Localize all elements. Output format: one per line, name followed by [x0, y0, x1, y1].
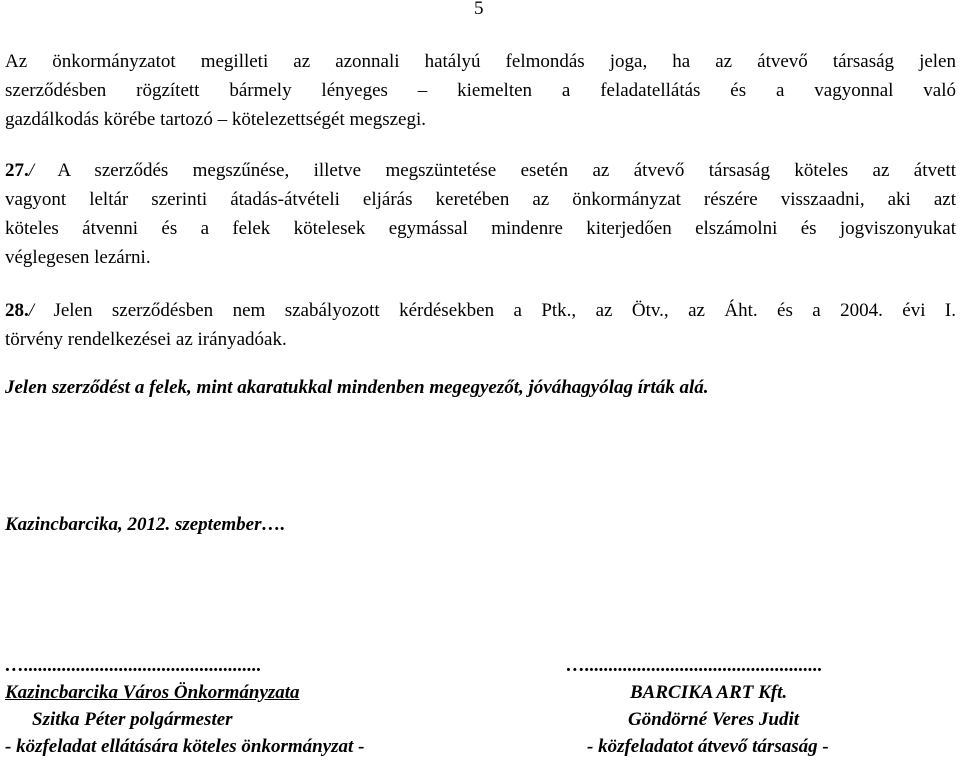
paragraph-section-28 [5, 296, 956, 354]
section-slash: / [28, 300, 35, 321]
signature-name: Göndörné Veres Judit [628, 709, 800, 730]
page-number: 5 [474, 0, 484, 19]
paragraph-line [5, 296, 956, 325]
section-number: 27. [5, 160, 29, 181]
paragraph-line: köteles átvenni és a felek kötelesek egymással mindenre kiterjedően elszámolni és jogviszonyukat [5, 218, 956, 239]
signature-left [5, 652, 364, 760]
signature-name: Szitka Péter polgármester [32, 709, 233, 730]
paragraph-section-27 [5, 156, 956, 272]
closing-statement: Jelen szerződést a felek, mint akaratukkal mindenben megegyezőt, jóváhagyólag írták alá. [5, 377, 709, 398]
place-and-date: Kazincbarcika, 2012. szeptember…. [5, 514, 286, 535]
signature-role: - közfeladatot átvevő társaság - [587, 736, 829, 757]
paragraph-line: vagyont leltár szerinti átadás-átvételi eljárás keretében az önkormányzat részére visszaadni, aki azt [5, 189, 956, 210]
paragraph-line: gazdálkodás körébe tartozó – kötelezettségét megszegi. [5, 109, 426, 130]
section-number: 28. [5, 300, 29, 321]
signature-dots: ….................................................. [5, 655, 262, 676]
section-text: Jelen szerződésben nem szabályozott kérdésekben a Ptk., az Ötv., az Áht. és a 2004. évi I. [34, 300, 956, 321]
paragraph-intro [5, 47, 956, 134]
signature-dots: ….................................................. [566, 655, 823, 676]
signature-role: - közfeladat ellátására köteles önkormányzat - [5, 736, 365, 757]
signature-organization: BARCIKA ART Kft. [630, 682, 788, 703]
paragraph-line: törvény rendelkezései az irányadóak. [5, 329, 287, 350]
signature-right [560, 652, 829, 760]
paragraph-line [5, 156, 956, 185]
section-text: A szerződés megszűnése, illetve megszüntetése esetén az átvevő társaság köteles az átvett [34, 160, 956, 181]
paragraph-line: Az önkormányzatot megilleti az azonnali hatályú felmondás joga, ha az átvevő társaság jelen [5, 51, 956, 72]
paragraph-line: véglegesen lezárni. [5, 247, 151, 268]
paragraph-line: szerződésben rögzített bármely lényeges – kiemelten a feladatellátás és a vagyonnal való [5, 80, 956, 101]
signature-organization: Kazincbarcika Város Önkormányzata [5, 682, 300, 703]
section-slash: / [28, 160, 35, 181]
